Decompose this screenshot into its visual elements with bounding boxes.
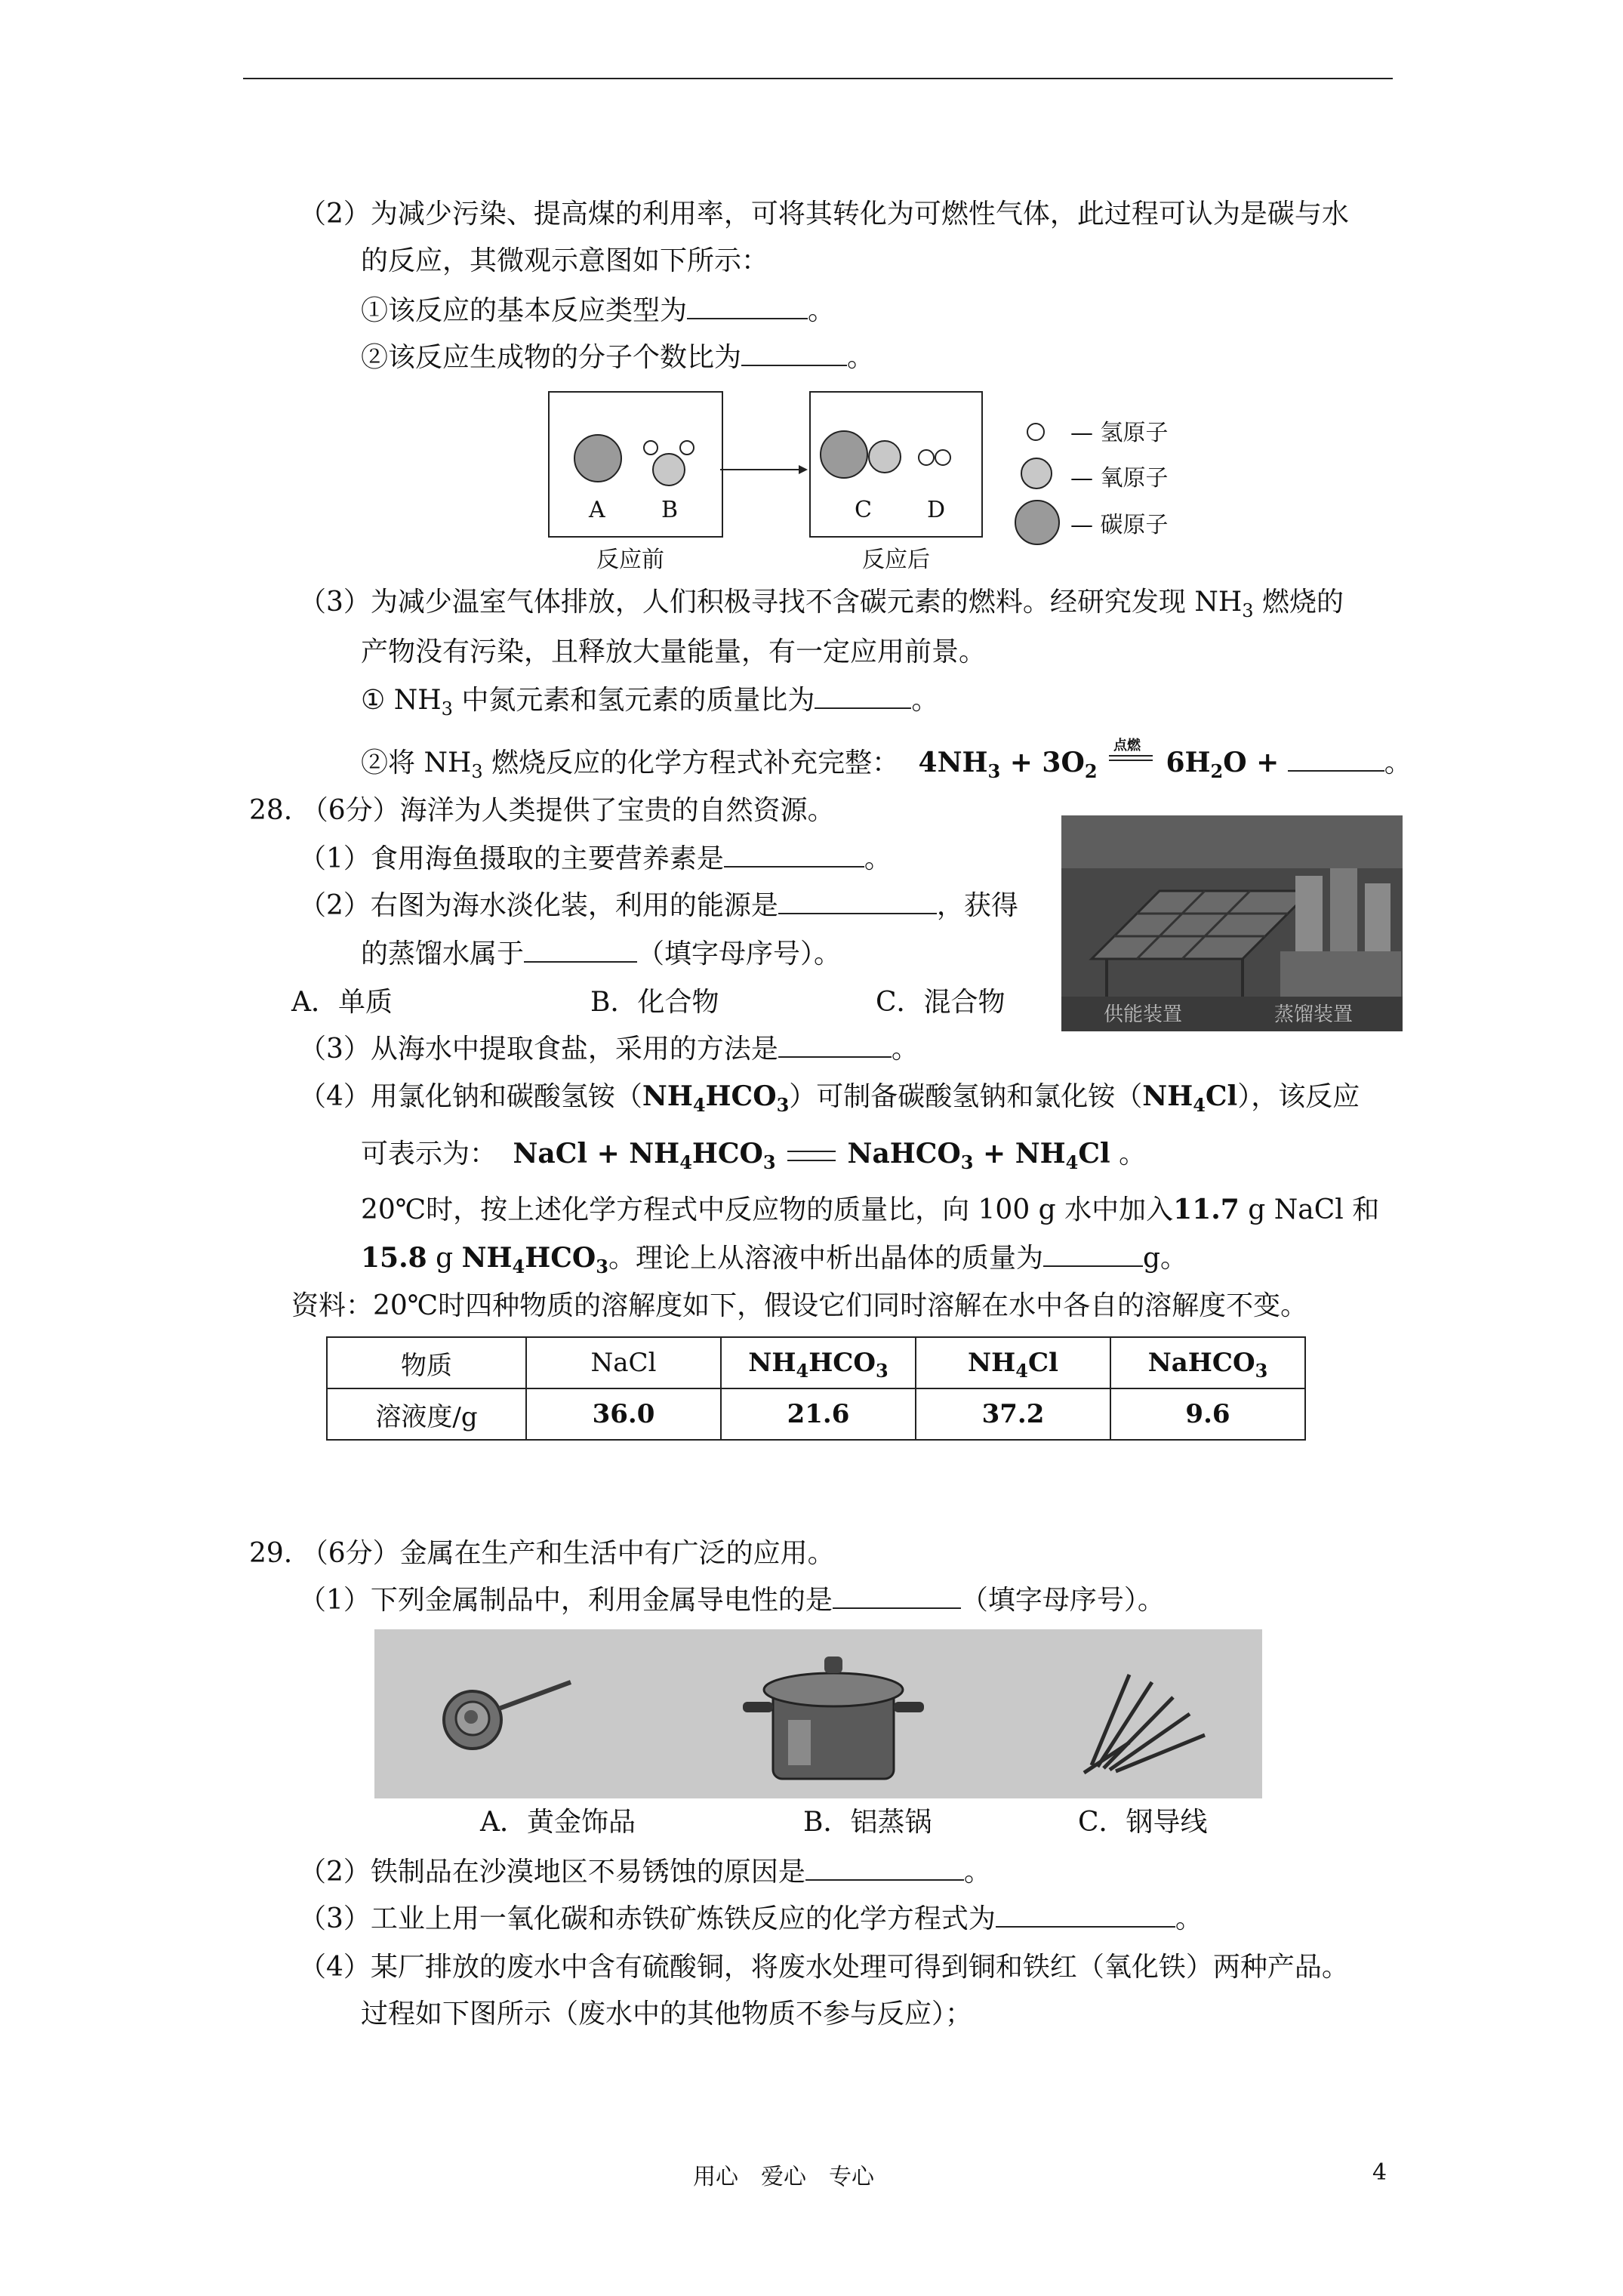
oxygen-atom (652, 453, 685, 486)
page-number: 4 (1372, 2159, 1387, 2186)
q28-p3: （3）从海水中提取食盐，采用的方法是 。 (299, 1034, 919, 1065)
q27-p2-b: ②该反应生成物的分子个数比为 。 (361, 342, 875, 373)
q28-option-a: A．单质 (291, 987, 393, 1018)
q29-option-a: A．黄金饰品 (480, 1807, 636, 1838)
q27-p3-line2: 产物没有污染，且释放大量能量，有一定应用前景。 (361, 636, 987, 667)
q28-p4-line3: 20℃时，按上述化学方程式中反应物的质量比，向 100 g 水中加入11.7 g NaCl 和 (361, 1194, 1380, 1225)
answer-blank[interactable] (1288, 747, 1384, 772)
q28-p2-line2: 的蒸馏水属于 （填字母序号）。 (361, 938, 842, 969)
oxygen-legend-icon (1021, 458, 1052, 489)
q28-p4-line4: 15.8 g $NH_4HCO_3$。理论上从溶液中析出晶体的质量为 g。 (361, 1242, 1188, 1277)
answer-blank[interactable] (815, 685, 911, 709)
metal-products-photo (374, 1629, 1262, 1798)
answer-blank[interactable] (805, 1857, 964, 1881)
answer-blank[interactable] (996, 1903, 1175, 1928)
q29-p2: （2）铁制品在沙漠地区不易锈蚀的原因是 。 (299, 1857, 991, 1888)
arrow-icon (720, 461, 809, 479)
header-rule (243, 78, 1393, 79)
q29-title: 29. （6分）金属在生产和生活中有广泛的应用。 (249, 1538, 835, 1569)
answer-blank[interactable] (778, 1034, 892, 1058)
q28-p1: （1）食用海鱼摄取的主要营养素是 。 (299, 843, 892, 874)
q27-p2-line1: （2）为减少污染、提高煤的利用率，可将其转化为可燃性气体，此过程可认为是碳与水 (299, 199, 1349, 230)
q29-option-b: B．铝蒸锅 (803, 1807, 932, 1838)
legend-hydrogen: — 氢原子 (1070, 420, 1169, 446)
q28-p2-line1: （2）右图为海水淡化装，利用的能源是 ，获得 (299, 890, 1018, 921)
q28-title: 28. （6分）海洋为人类提供了宝贵的自然资源。 (249, 795, 835, 826)
table-cell: 物质 (327, 1337, 526, 1388)
table-row (327, 1337, 1305, 1388)
carbon-atom (820, 430, 868, 479)
q28-option-b: B．化合物 (590, 987, 719, 1018)
equals-sign (787, 1151, 836, 1161)
q28-option-c: C．混合物 (876, 987, 1006, 1018)
label-c: C (855, 497, 872, 523)
table-cell: $NH_4HCO_3$ (721, 1337, 916, 1388)
answer-blank[interactable] (741, 342, 847, 366)
q28-p4-line2: 可表示为： NaCl + $NH_4HCO_3$ NaHCO$_3$ + $NH_4Cl$ 。 (361, 1138, 1147, 1173)
caption-after: 反应后 (862, 547, 930, 573)
answer-blank[interactable] (687, 295, 808, 319)
q29-p3: （3）工业上用一氧化碳和赤铁矿炼铁反应的化学方程式为 。 (299, 1903, 1203, 1934)
label-d: D (927, 497, 946, 523)
reaction-condition: 点燃 (1106, 749, 1157, 772)
table-cell: $NH_4Cl$ (916, 1337, 1110, 1388)
table-row (327, 1388, 1305, 1440)
caption-before: 反应前 (596, 547, 664, 573)
table-cell: NaCl (526, 1337, 721, 1388)
photo-label-power: 供能装置 (1104, 1003, 1183, 1026)
table-cell: 36.0 (526, 1388, 721, 1440)
desalination-photo (1061, 815, 1403, 1031)
oxygen-atom (868, 440, 901, 473)
photo-label-distill: 蒸馏装置 (1274, 1003, 1354, 1026)
hydrogen-legend-icon (1027, 423, 1045, 441)
table-cell: 溶液度/g (327, 1388, 526, 1440)
q29-p4-line1: （4）某厂排放的废水中含有硫酸铜，将废水处理可得到铜和铁红（氧化铁）两种产品。 (299, 1952, 1349, 1983)
solubility-table (326, 1336, 1306, 1441)
q29-p4-line2: 过程如下图所示（废水中的其他物质不参与反应）； (361, 1999, 973, 2029)
hydrogen-atom (918, 449, 935, 466)
answer-blank[interactable] (778, 890, 937, 914)
q29-option-c: C．钢导线 (1078, 1807, 1208, 1838)
q28-p4-line1: （4）用氯化钠和碳酸氢铵$(NH_4HCO_3)$可制备碳酸氢钠和氯化铵$(NH_4Cl)$，该反应 (299, 1080, 1360, 1116)
answer-blank[interactable] (524, 938, 637, 963)
label-a: A (589, 497, 605, 523)
q27-p3-b: ②将 $NH_3$ 燃烧反应的化学方程式补充完整： $4NH_3 + 3O_2$ 点燃 $6H_2O$ + 。 (361, 738, 1412, 782)
answer-blank[interactable] (724, 843, 864, 868)
q27-p2-line2: 的反应，其微观示意图如下所示： (361, 245, 769, 276)
hydrogen-atom (935, 449, 951, 466)
table-cell: 37.2 (916, 1388, 1110, 1440)
carbon-atom (574, 434, 622, 482)
hydrogen-atom (679, 440, 694, 455)
answer-blank[interactable] (1043, 1243, 1143, 1267)
legend-carbon: — 碳原子 (1070, 512, 1169, 538)
q27-p3-line1: （3）为减少温室气体排放，人们积极寻找不含碳元素的燃料。经研究发现 $NH_3$ 燃烧的 (299, 587, 1344, 621)
q28-reference: 资料：20℃时四种物质的溶解度如下，假设它们同时溶解在水中各自的溶解度不变。 (291, 1290, 1308, 1321)
label-b: B (661, 497, 679, 523)
q27-p3-a: ① $NH_3$ 中氮元素和氢元素的质量比为 。 (361, 685, 939, 720)
legend-oxygen: — 氧原子 (1070, 465, 1169, 492)
q29-p1: （1）下列金属制品中，利用金属导电性的是 （填字母序号）。 (299, 1585, 1165, 1616)
table-cell: NaHCO$_3$ (1110, 1337, 1305, 1388)
hydrogen-atom (643, 440, 658, 455)
footer-motto: 用心 爱心 专心 (693, 2164, 874, 2190)
table-cell: 9.6 (1110, 1388, 1305, 1440)
answer-blank[interactable] (833, 1585, 961, 1609)
table-cell: 21.6 (721, 1388, 916, 1440)
q27-p2-a: ①该反应的基本反应类型为 。 (361, 295, 836, 326)
carbon-legend-icon (1015, 500, 1060, 545)
